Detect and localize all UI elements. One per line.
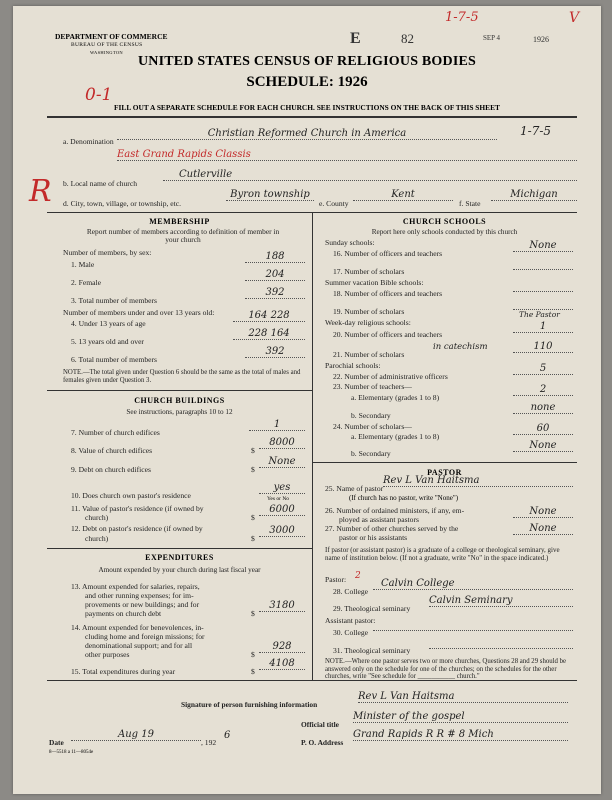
q11-label-a: 11. Value of pastor's residence (if owned by: [71, 504, 204, 513]
q10-hint: Yes or No: [267, 496, 290, 502]
q29-field[interactable]: Calvin Seminary: [429, 595, 573, 607]
q30-field[interactable]: [373, 619, 573, 631]
expenditures-heading: EXPENDITURES: [145, 553, 214, 562]
age-intro-label: Number of members under and over 13 years old:: [63, 308, 215, 317]
q4-field[interactable]: 164 228: [233, 310, 305, 322]
q24b-label: b. Secondary: [351, 449, 391, 458]
membership-intro: Report number of members according to definition of member in your church: [86, 227, 280, 244]
q5-label: 5. 13 years old and over: [71, 337, 144, 346]
date-year-value: 6: [224, 730, 231, 741]
q25-hint: (If church has no pastor, write "None"): [349, 494, 459, 502]
signature-field[interactable]: Rev L Van Haitsma: [358, 691, 568, 703]
q11-dollar: $: [251, 513, 255, 522]
q9-field[interactable]: None: [259, 456, 305, 468]
schedule-title: SCHEDULE: 1926: [246, 74, 368, 90]
q14-line-c: denominational support; and for all: [85, 641, 193, 650]
date-year-prefix: , 192: [201, 738, 217, 747]
q10-field[interactable]: yes: [259, 482, 305, 494]
signature-label: Signature of person furnishing information: [181, 700, 318, 709]
expenditures-sub: Amount expended by your church during last fiscal year: [98, 566, 261, 574]
denomination-code: 1-7-5: [520, 124, 552, 138]
denomination-field[interactable]: Christian Reformed Church in America: [117, 128, 497, 140]
q28-label: 28. College: [333, 587, 369, 596]
census-schedule-page: [13, 6, 601, 794]
sunday-schools-label: Sunday schools:: [325, 238, 375, 247]
stamp-year: 1926: [533, 35, 549, 44]
county-label: e. County: [319, 199, 349, 208]
membership-note: NOTE.—The total given under Question 6 should be the same as the total of males and females given under Question 3.: [63, 369, 301, 384]
q26-line-b: ployed as assistant pastors: [339, 515, 419, 524]
q13-line-d: payments on church debt: [85, 609, 162, 618]
q8-label: 8. Value of church edifices: [71, 446, 153, 455]
buildings-heading: CHURCH BUILDINGS: [134, 396, 225, 405]
q5-field[interactable]: 228 164: [233, 328, 305, 340]
q12-dollar: $: [251, 534, 255, 543]
q14-line-a: 14. Amount expended for benevolences, in-: [71, 623, 204, 632]
city-label: WASHINGTON: [90, 50, 123, 55]
q13-field[interactable]: 3180: [259, 600, 305, 612]
denomination-line2-field[interactable]: East Grand Rapids Classis: [117, 149, 577, 161]
weekday-schools-label: Week-day religious schools:: [325, 318, 411, 327]
corner-red-mark: V: [569, 10, 580, 26]
q7-field[interactable]: 1: [249, 419, 305, 431]
q21-label: 21. Number of scholars: [333, 350, 405, 359]
official-title-field[interactable]: Minister of the gospel: [353, 711, 568, 723]
city-town-field[interactable]: Byron township: [226, 189, 314, 201]
pastor-note: NOTE.—Where one pastor serves two or more churches, Questions 28 and 29 should be answered only on the schedule for one of the churches; on the schedules for the other churches, write "See schedule for ___________ church.": [325, 658, 567, 681]
q18-field[interactable]: [513, 280, 573, 292]
q17-field[interactable]: [513, 258, 573, 270]
q23-label: 23. Number of teachers—: [333, 382, 412, 391]
q1-field[interactable]: 188: [245, 251, 305, 263]
q6-field[interactable]: 392: [245, 346, 305, 358]
schools-heading: CHURCH SCHOOLS: [402, 217, 487, 226]
q27-field[interactable]: None: [513, 523, 573, 535]
q15-dollar: $: [251, 667, 255, 676]
q15-label: 15. Total expenditures during year: [71, 667, 176, 676]
q10-label: 10. Does church own pastor's residence: [71, 491, 191, 500]
q3-label: 3. Total number of members: [71, 296, 158, 305]
separate-schedule-instruction: FILL OUT A SEPARATE SCHEDULE FOR EACH CHURCH. SEE INSTRUCTIONS ON THE BACK OF THIS SHEET: [114, 103, 500, 112]
q12-label-b: church): [85, 534, 109, 543]
local-name-label: b. Local name of church: [63, 179, 138, 188]
q25-label: 25. Name of pastor: [325, 484, 384, 493]
q23a-field[interactable]: 2: [513, 384, 573, 396]
date-field[interactable]: Aug 19: [71, 729, 201, 741]
form-title: UNITED STATES CENSUS OF RELIGIOUS BODIES: [137, 54, 476, 69]
q25-field[interactable]: Rev L Van Haitsma: [383, 475, 573, 487]
state-label: f. State: [459, 199, 481, 208]
q24a-field[interactable]: 60: [513, 423, 573, 435]
q17-label: 17. Number of scholars: [333, 267, 405, 276]
form-number: 8—5518 a 11—8054e: [49, 750, 94, 755]
q27-line-a: 27. Number of other churches served by the: [325, 524, 459, 533]
q27-line-b: pastor or his assistants: [339, 533, 408, 542]
pastor-subhead: Pastor:: [325, 575, 347, 584]
assistant-pastor-subhead: Assistant pastor:: [325, 616, 376, 625]
q24a-label: a. Elementary (grades 1 to 8): [351, 432, 440, 441]
q22-field[interactable]: 5: [513, 363, 573, 375]
q7-label: 7. Number of church edifices: [71, 428, 160, 437]
membership-heading: MEMBERSHIP: [149, 217, 210, 226]
q11-field[interactable]: 6000: [259, 504, 305, 516]
q16-field[interactable]: None: [513, 240, 573, 252]
pastor-red-mark: 2: [355, 571, 361, 581]
q20-note: The Pastor: [519, 310, 560, 319]
q11-label-b: church): [85, 513, 109, 522]
q14-line-b: cluding home and foreign missions; for: [85, 632, 205, 641]
pastor-heading: PASTOR: [427, 468, 462, 477]
q13-line-c: provements or new buildings; and for: [85, 600, 200, 609]
denomination-label: a. Denomination: [63, 137, 114, 146]
q8-dollar: $: [251, 446, 255, 455]
q26-field[interactable]: None: [513, 506, 573, 518]
q13-line-b: and other running expenses; for im-: [85, 591, 194, 600]
schools-intro: Report here only schools conducted by this church: [371, 228, 518, 236]
q20-field[interactable]: 1: [513, 321, 573, 333]
q21-field[interactable]: 110: [513, 341, 573, 353]
state-field[interactable]: Michigan: [491, 189, 577, 201]
q2-label: 2. Female: [71, 278, 101, 287]
q24b-field[interactable]: None: [513, 440, 573, 452]
q28-field[interactable]: Calvin College: [373, 578, 573, 590]
q18-label: 18. Number of officers and teachers: [333, 289, 443, 298]
left-red-code: 0-1: [85, 85, 113, 105]
county-field[interactable]: Kent: [353, 189, 453, 201]
top-red-code: 1-7-5: [445, 10, 479, 25]
q16-label: 16. Number of officers and teachers: [333, 249, 443, 258]
q26-line-a: 26. Number of ordained ministers, if any, em-: [325, 506, 465, 515]
q29-label: 29. Theological seminary: [333, 604, 411, 613]
city-town-label: d. City, town, village, or township, etc.: [63, 199, 182, 208]
q14-line-d: other purposes: [85, 650, 130, 659]
q24-label: 24. Number of scholars—: [333, 422, 412, 431]
q4-label: 4. Under 13 years of age: [71, 319, 146, 328]
q9-label: 9. Debt on church edifices: [71, 465, 151, 474]
q1-label: 1. Male: [71, 260, 95, 269]
graduate-instructions: If pastor (or assistant pastor) is a graduate of a college or theological seminary, give name of institution below. (If not a graduate, write "No" in the space indicated.): [325, 546, 560, 562]
q12-label-a: 12. Debt on pastor's residence (if owned by: [71, 524, 203, 533]
official-title-label: Official title: [301, 720, 339, 729]
date-label: Date: [49, 738, 64, 747]
bureau-label: BUREAU OF THE CENSUS: [71, 42, 143, 48]
q12-field[interactable]: 3000: [259, 525, 305, 537]
buildings-sub: See instructions, paragraphs 10 to 12: [126, 408, 233, 416]
q20-label: 20. Number of officers and teachers: [333, 330, 443, 339]
q23b-label: b. Secondary: [351, 411, 391, 420]
q3-field[interactable]: 392: [245, 287, 305, 299]
q6-label: 6. Total number of members: [71, 355, 158, 364]
department-label: DEPARTMENT OF COMMERCE: [55, 32, 168, 41]
side-red-mark: R: [29, 174, 52, 209]
q14-dollar: $: [251, 650, 255, 659]
local-name-field[interactable]: Cutlerville: [163, 169, 577, 181]
q8-field[interactable]: 8000: [259, 437, 305, 449]
address-field[interactable]: Grand Rapids R R # 8 Mich: [353, 729, 568, 741]
q19-field[interactable]: [513, 298, 573, 310]
stamp-letters: E: [350, 30, 361, 47]
q15-field[interactable]: 4108: [259, 658, 305, 670]
q14-field[interactable]: 928: [259, 641, 305, 653]
q9-dollar: $: [251, 465, 255, 474]
q13-dollar: $: [251, 609, 255, 618]
stamp-date: SEP 4: [483, 34, 501, 42]
q22-label: 22. Number of administrative officers: [333, 372, 448, 381]
q30-label: 30. College: [333, 628, 369, 637]
address-label: P. O. Address: [301, 738, 344, 747]
stamp-number: 82: [401, 31, 414, 46]
q2-field[interactable]: 204: [245, 269, 305, 281]
q21-note: in catechism: [433, 342, 488, 352]
q31-field[interactable]: [429, 637, 573, 649]
members-by-sex-label: Number of members, by sex:: [63, 248, 152, 257]
q23a-label: a. Elementary (grades 1 to 8): [351, 393, 440, 402]
q19-label: 19. Number of scholars: [333, 307, 405, 316]
q31-label: 31. Theological seminary: [333, 646, 411, 655]
parochial-schools-label: Parochial schools:: [325, 361, 381, 370]
summer-schools-label: Summer vacation Bible schools:: [325, 278, 424, 287]
q13-line-a: 13. Amount expended for salaries, repairs,: [71, 582, 200, 591]
q23b-field[interactable]: none: [513, 402, 573, 414]
